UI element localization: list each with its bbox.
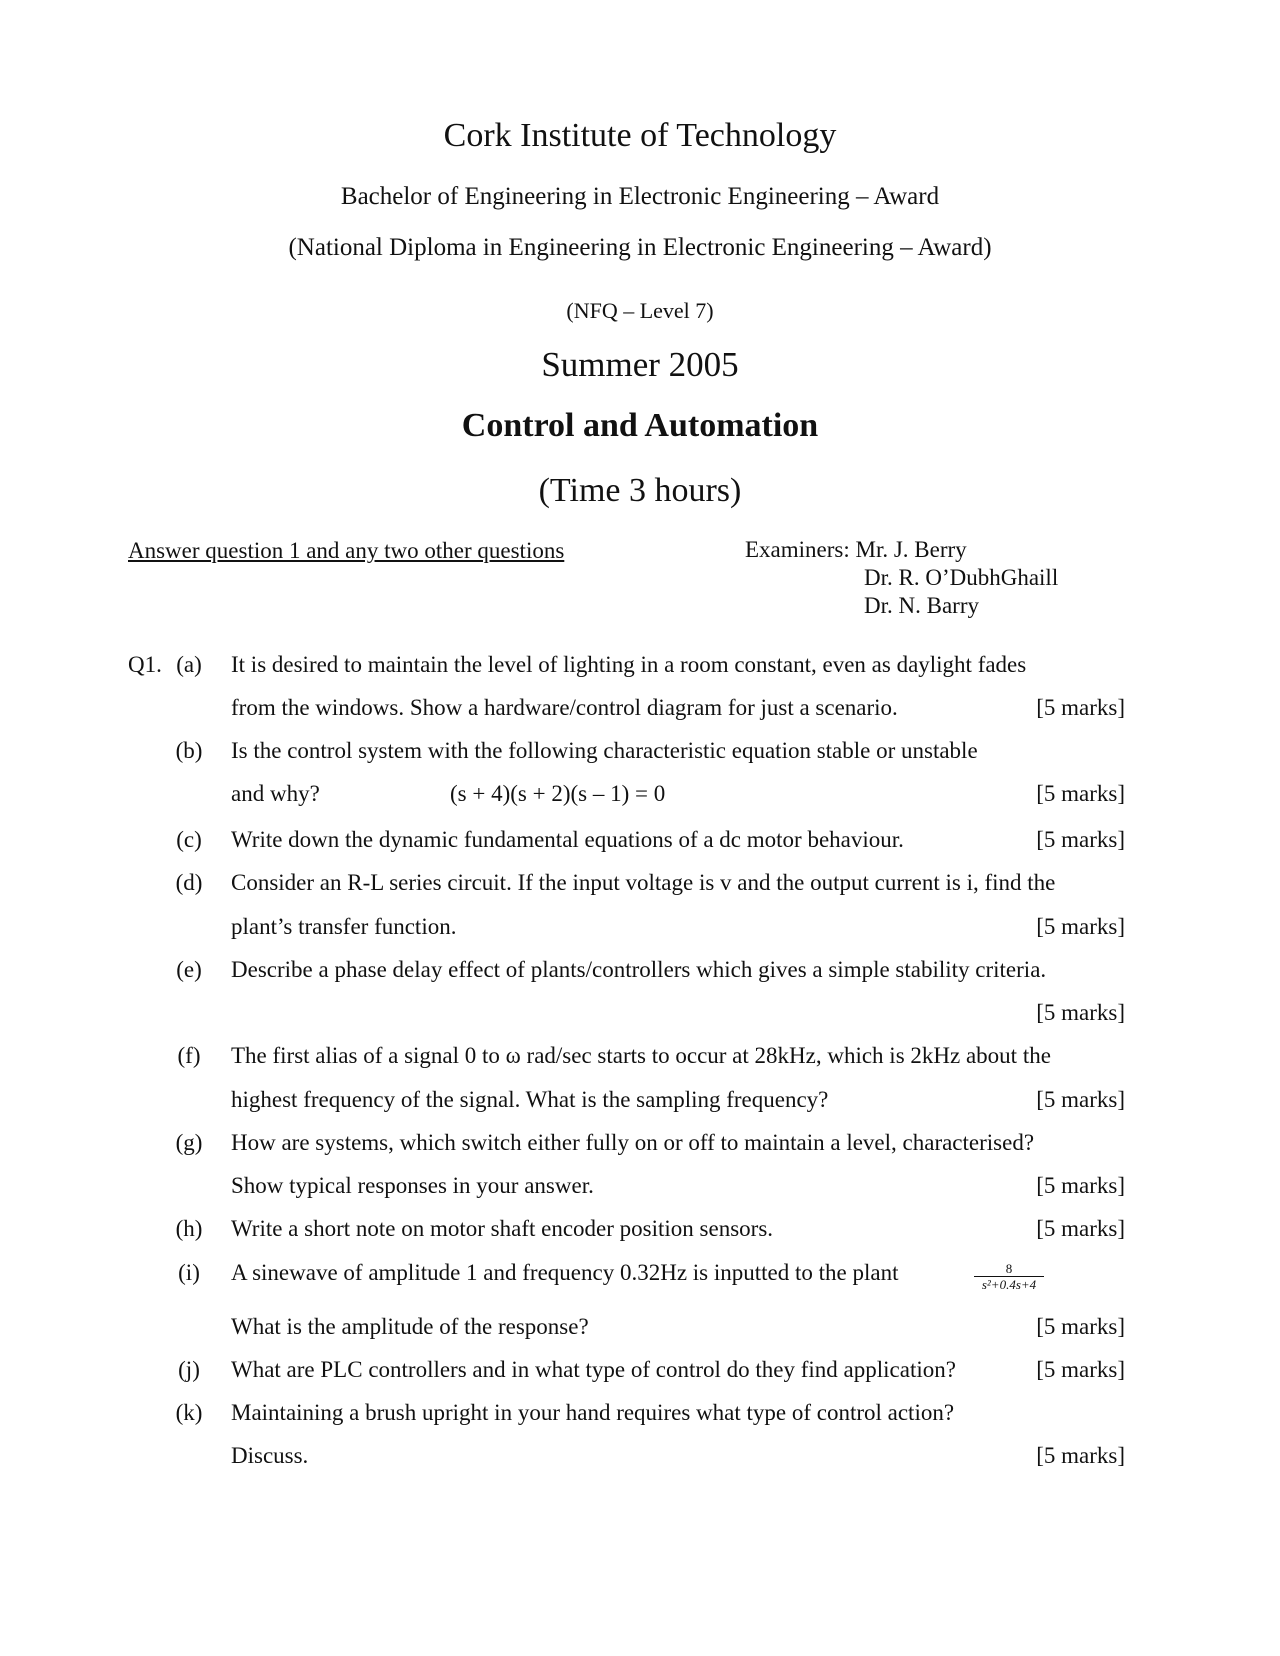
part-text: Is the control system with the following characteristic equation stable or unstable: [231, 738, 978, 763]
part-text: It is desired to maintain the level of lighting in a room constant, even as daylight fades: [231, 652, 1027, 677]
part-text: Discuss.: [231, 1443, 309, 1468]
part-text: What is the amplitude of the response?: [231, 1314, 589, 1339]
part-text: Write down the dynamic fundamental equations of a dc motor behaviour.: [231, 827, 904, 852]
fraction-numerator: 8: [974, 1262, 1044, 1277]
part-text: Consider an R-L series circuit. If the input voltage is v and the output current is i, find the: [231, 870, 1056, 895]
part-text: How are systems, which switch either fully on or off to maintain a level, characterised?: [231, 1130, 1035, 1155]
diploma-line: (National Diploma in Engineering in Electronic Engineering – Award): [288, 234, 992, 261]
nfq-level: (NFQ – Level 7): [566, 298, 714, 323]
marks: [5 marks]: [1036, 1087, 1125, 1112]
part-text: plant’s transfer function.: [231, 914, 457, 939]
part-text: What are PLC controllers and in what type of control do they find application?: [231, 1357, 956, 1382]
examiners-label: Examiners:: [745, 537, 850, 562]
part-text: Maintaining a brush upright in your hand requires what type of control action?: [231, 1400, 955, 1425]
degree-line: Bachelor of Engineering in Electronic Engineering – Award: [340, 183, 940, 210]
part-label: (h): [175, 1216, 203, 1241]
part-text: A sinewave of amplitude 1 and frequency 0.32Hz is inputted to the plant: [231, 1260, 899, 1285]
part-label: (j): [178, 1357, 200, 1382]
marks: [5 marks]: [1036, 781, 1125, 806]
plant-transfer-function: [974, 1262, 1044, 1291]
marks: [5 marks]: [1036, 1314, 1125, 1339]
part-label: (i): [178, 1260, 200, 1285]
examiners-block: [745, 537, 967, 563]
part-text: Show typical responses in your answer.: [231, 1173, 594, 1198]
fraction-denominator: s²+0.4s+4: [981, 1277, 1037, 1292]
part-text: The first alias of a signal 0 to ω rad/sec starts to occur at 28kHz, which is 2kHz about the: [231, 1043, 1051, 1068]
marks: [5 marks]: [1036, 1173, 1125, 1198]
marks: [5 marks]: [1036, 827, 1125, 852]
part-label: (e): [176, 957, 202, 982]
marks: [5 marks]: [1036, 914, 1125, 939]
examiner-name: Dr. N. Barry: [864, 593, 979, 618]
institute-title: Cork Institute of Technology: [443, 117, 837, 154]
part-label: (f): [177, 1043, 201, 1068]
part-label: (c): [176, 827, 202, 852]
exam-duration: (Time 3 hours): [538, 472, 742, 509]
part-text: highest frequency of the signal. What is the sampling frequency?: [231, 1087, 829, 1112]
part-label: (a): [176, 652, 202, 677]
question-number: Q1.: [128, 652, 162, 677]
marks: [5 marks]: [1036, 1216, 1125, 1241]
part-label: (d): [175, 870, 203, 895]
examiner-name: Dr. R. O’DubhGhaill: [864, 565, 1059, 590]
part-text: and why?: [231, 781, 320, 806]
subject-title: Control and Automation: [461, 407, 819, 444]
part-label: (g): [175, 1130, 203, 1155]
part-text: from the windows. Show a hardware/control diagram for just a scenario.: [231, 695, 898, 720]
examiner-name: Mr. J. Berry: [855, 537, 967, 562]
part-label: (b): [175, 738, 203, 763]
instructions: Answer question 1 and any two other questions: [128, 538, 565, 563]
part-text: Write a short note on motor shaft encoder position sensors.: [231, 1216, 774, 1241]
marks: [5 marks]: [1036, 1000, 1125, 1025]
part-text: Describe a phase delay effect of plants/controllers which gives a simple stability criteria.: [231, 957, 1047, 982]
part-label: (k): [175, 1400, 203, 1425]
characteristic-equation: (s + 4)(s + 2)(s – 1) = 0: [450, 781, 666, 806]
marks: [5 marks]: [1036, 1357, 1125, 1382]
marks: [5 marks]: [1036, 695, 1125, 720]
marks: [5 marks]: [1036, 1443, 1125, 1468]
exam-session: Summer 2005: [541, 345, 739, 384]
